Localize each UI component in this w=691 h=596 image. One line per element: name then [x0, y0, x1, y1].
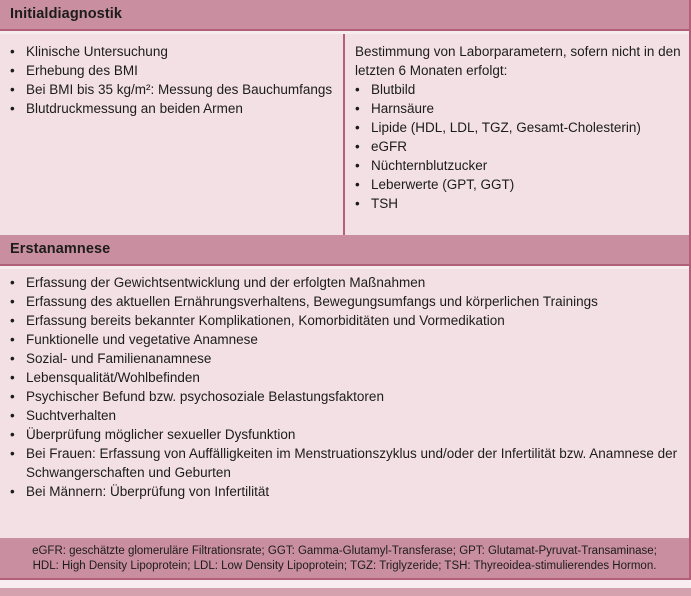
list-item-text: Leberwerte (GPT, GGT): [371, 177, 515, 192]
bullet-icon: [10, 330, 26, 349]
list-item-text: Harnsäure: [371, 101, 435, 116]
list-item-text: Sozial- und Familienanamnese: [26, 351, 212, 366]
bullet-icon: [10, 99, 26, 118]
list-item-text: Überprüfung möglicher sexueller Dysfunktion: [26, 427, 296, 442]
list-item-text: Erhebung des BMI: [26, 63, 138, 78]
list-item-text: Lebensqualität/Wohlbefinden: [26, 370, 200, 385]
list-item: [10, 292, 681, 311]
list-item-text: eGFR: [371, 139, 408, 154]
list-item: [10, 330, 681, 349]
list-item: [355, 80, 681, 99]
bullet-icon: [10, 387, 26, 406]
bullet-icon: [355, 137, 371, 156]
list-item-text: Erfassung der Gewichtsentwicklung und der erfolgten Maßnahmen: [26, 275, 426, 290]
section-title: Erstanamnese: [10, 241, 111, 257]
abbreviations-footnote: [0, 538, 689, 580]
bullet-icon: [10, 368, 26, 387]
list-item: [10, 425, 681, 444]
list-item-text: Klinische Untersuchung: [26, 44, 168, 59]
list-item-text: Erfassung des aktuellen Ernährungsverhaltens, Bewegungsumfangs und körperlichen Trainings: [26, 294, 598, 309]
bullet-icon: [10, 482, 26, 501]
list-item-text: Lipide (HDL, LDL, TGZ, Gesamt-Cholesterin): [371, 120, 641, 135]
bullet-icon: [10, 292, 26, 311]
bullet-icon: [355, 80, 371, 99]
bullet-icon: [10, 406, 26, 425]
list-item-text: TSH: [371, 196, 398, 211]
bullet-icon: [10, 273, 26, 292]
list-item-text: Psychischer Befund bzw. psychosoziale Belastungsfaktoren: [26, 389, 384, 404]
lab-parameters-list: [355, 80, 681, 213]
bullet-icon: [355, 175, 371, 194]
page-background-strip: [0, 580, 691, 588]
list-item-text: Blutdruckmessung an beiden Armen: [26, 101, 243, 116]
list-item: [10, 349, 681, 368]
lab-parameters-intro: Bestimmung von Laborparametern, sofern nicht in den letzten 6 Monaten erfolgt:: [355, 44, 681, 78]
list-item: [355, 194, 681, 213]
list-item: [10, 42, 335, 61]
list-item: [10, 80, 335, 99]
bullet-icon: [355, 118, 371, 137]
list-item-text: Funktionelle und vegetative Anamnese: [26, 332, 258, 347]
bullet-icon: [10, 349, 26, 368]
list-item: [355, 137, 681, 156]
list-item: [10, 368, 681, 387]
bullet-icon: [355, 156, 371, 175]
bullet-icon: [10, 311, 26, 330]
list-item-text: Bei Frauen: Erfassung von Auffälligkeiten im Menstruationszyklus und/oder der Infertilität bzw. Anamnese der Schwangerschaften und Geburten: [26, 446, 678, 480]
list-item-text: Erfassung bereits bekannter Komplikationen, Komorbiditäten und Vormedikation: [26, 313, 505, 328]
erstanamnese-section: [0, 269, 689, 538]
list-item: [355, 99, 681, 118]
anamnese-list: [10, 273, 681, 501]
list-item: [355, 175, 681, 194]
bullet-icon: [10, 61, 26, 80]
list-item: [10, 61, 335, 80]
clinical-exam-list: [10, 42, 335, 118]
footnote-line: eGFR: geschätzte glomeruläre Filtrationsrate; GGT: Gamma-Glutamyl-Transferase; GPT: Glutamat-Pyruvat-Transaminase;: [32, 545, 657, 557]
list-item-text: Blutbild: [371, 82, 416, 97]
footnote-line: HDL: High Density Lipoprotein; LDL: Low Density Lipoprotein; TGZ: Triglyzeride; TSH: Thyreoidea-stimulierendes Hormon.: [32, 560, 657, 572]
section-header-initialdiagnostik: [0, 0, 689, 31]
list-item: [10, 273, 681, 292]
diagnostics-left-column: [0, 34, 345, 235]
diagnostics-right-column: [345, 34, 689, 235]
list-item: [10, 406, 681, 425]
cropped-next-element-bar: [0, 588, 691, 596]
bullet-icon: [10, 444, 26, 463]
list-item: [10, 444, 681, 482]
list-item: [10, 387, 681, 406]
list-item: [10, 99, 335, 118]
list-item-text: Bei Männern: Überprüfung von Infertilität: [26, 484, 270, 499]
list-item-text: Bei BMI bis 35 kg/m²: Messung des Bauchumfangs: [26, 82, 333, 97]
bullet-icon: [10, 425, 26, 444]
list-item: [355, 156, 681, 175]
list-item-text: Nüchternblutzucker: [371, 158, 488, 173]
list-item: [10, 311, 681, 330]
bullet-icon: [10, 42, 26, 61]
bullet-icon: [10, 80, 26, 99]
bullet-icon: [355, 194, 371, 213]
list-item: [10, 482, 681, 501]
list-item-text: Suchtverhalten: [26, 408, 117, 423]
section-title: Initialdiagnostik: [10, 6, 123, 22]
section-header-erstanamnese: [0, 235, 689, 266]
bullet-icon: [355, 99, 371, 118]
list-item: [355, 118, 681, 137]
initialdiagnostik-section: [0, 34, 689, 235]
